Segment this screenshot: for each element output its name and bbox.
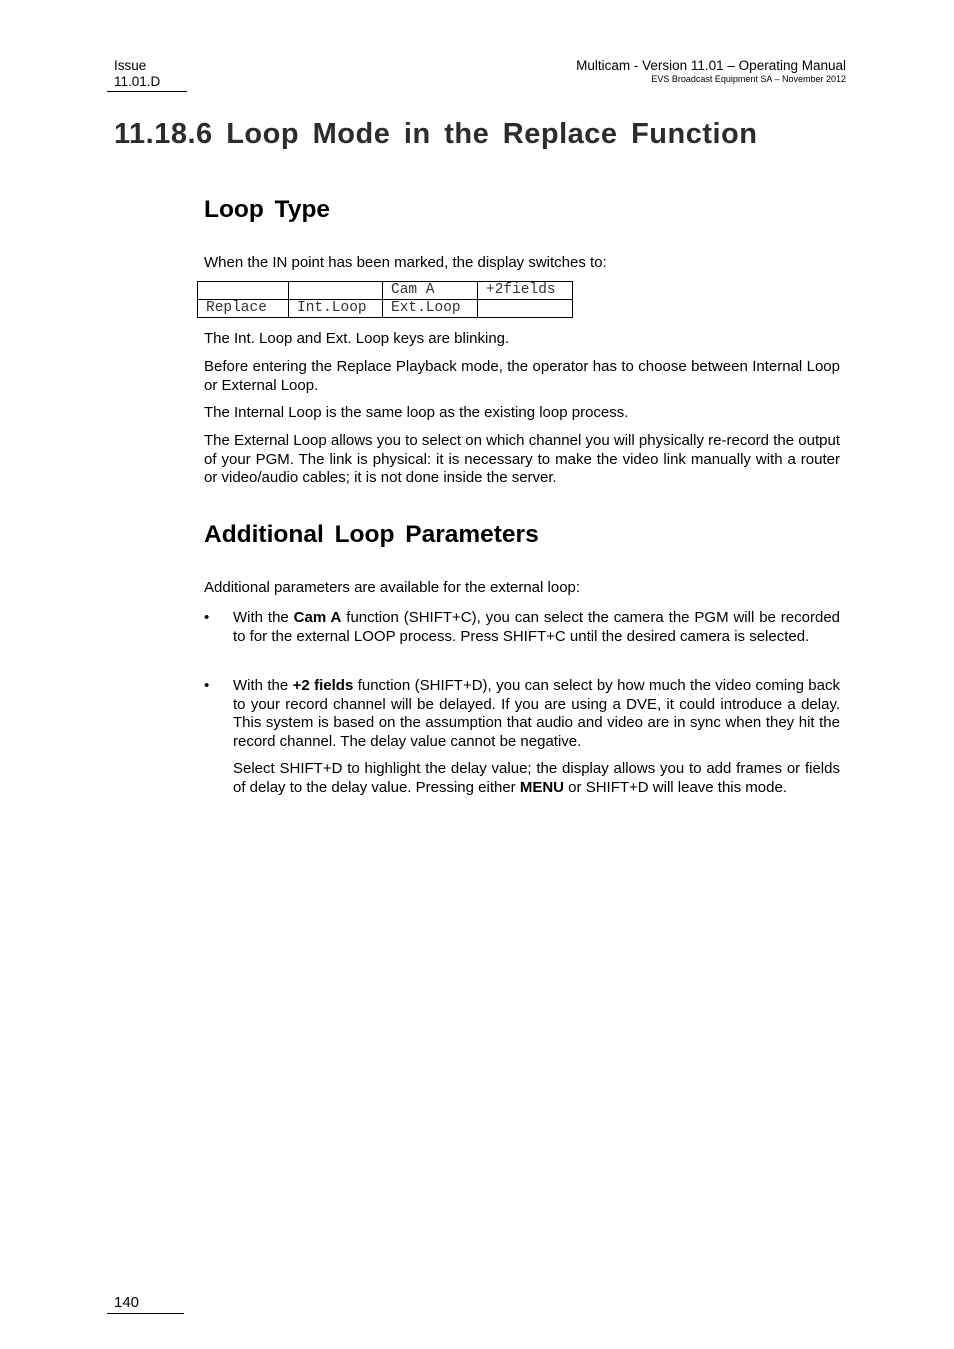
paragraph-choose-loop: Before entering the Replace Playback mode, the operator has to choose between Internal Loop or External Loop. — [204, 358, 840, 394]
header-divider — [107, 91, 187, 92]
display-cell: +2fields — [478, 282, 573, 300]
display-row — [198, 282, 573, 300]
text-run: Select SHIFT+D to highlight the delay value; the display allows you to add frames or fields of delay to the delay value. Pressing either — [233, 760, 840, 796]
text-run: With the — [233, 677, 293, 694]
paragraph-internal-loop: The Internal Loop is the same loop as the existing loop process. — [204, 404, 629, 421]
paragraph-external-loop: The External Loop allows you to select on which channel you will physically re-record the output of your PGM. The link is physical: it is necessary to make the video link manually with a router or video/audio cables; it is not done inside the server. — [204, 432, 840, 486]
lcd-display-table — [197, 281, 573, 318]
bold-term-2-fields: +2 fields — [292, 677, 354, 694]
document-title: Multicam - Version 11.01 – Operating Manual — [576, 58, 846, 73]
display-cell — [478, 300, 573, 318]
issue-block — [114, 58, 160, 90]
text-run: With the — [233, 609, 294, 626]
display-cell: Cam A — [383, 282, 478, 300]
additional-params-intro: Additional parameters are available for the external loop: — [204, 579, 581, 596]
display-row — [198, 300, 573, 318]
paragraph-keys-blinking: The Int. Loop and Ext. Loop keys are blinking. — [204, 330, 510, 347]
section-title: 11.18.6 Loop Mode in the Replace Function — [114, 118, 758, 150]
loop-type-intro: When the IN point has been marked, the display switches to: — [204, 254, 607, 271]
display-cell: Ext.Loop — [383, 300, 478, 318]
display-cell — [198, 282, 289, 300]
paragraph-delay-value — [233, 760, 840, 797]
text-run: function (SHIFT+C), you can select the camera the PGM will be recorded to for the external LOOP process. Press SHIFT+C until the desired camera is selected. — [233, 609, 840, 645]
bullet-cam-a — [233, 609, 840, 646]
issue-label: Issue — [114, 58, 147, 73]
bold-term-menu: MENU — [519, 778, 565, 796]
page-number: 140 — [114, 1294, 140, 1311]
footer-divider — [107, 1313, 184, 1314]
bold-term-cam-a: Cam A — [293, 609, 342, 626]
display-cell: Replace — [198, 300, 289, 318]
text-run: function (SHIFT+D), you can select by how much the video coming back to your record channel will be delayed. If you are using a DVE, it could introduce a delay. This system is based on the assumption that audio and video are in sync when they hit the record channel. The delay value cannot be negative. — [233, 677, 840, 750]
bullet-marker: • — [204, 609, 210, 626]
display-cell — [289, 282, 383, 300]
document-subtitle: EVS Broadcast Equipment SA – November 2012 — [651, 74, 846, 84]
loop-type-heading: Loop Type — [204, 196, 331, 223]
display-cell: Int.Loop — [289, 300, 383, 318]
bullet-marker: • — [204, 677, 210, 694]
bullet-plus-2-fields — [233, 677, 840, 751]
text-run: or SHIFT+D will leave this mode. — [564, 778, 788, 796]
document-header — [576, 58, 846, 85]
issue-number: 11.01.D — [114, 74, 161, 89]
additional-params-heading: Additional Loop Parameters — [204, 521, 539, 548]
